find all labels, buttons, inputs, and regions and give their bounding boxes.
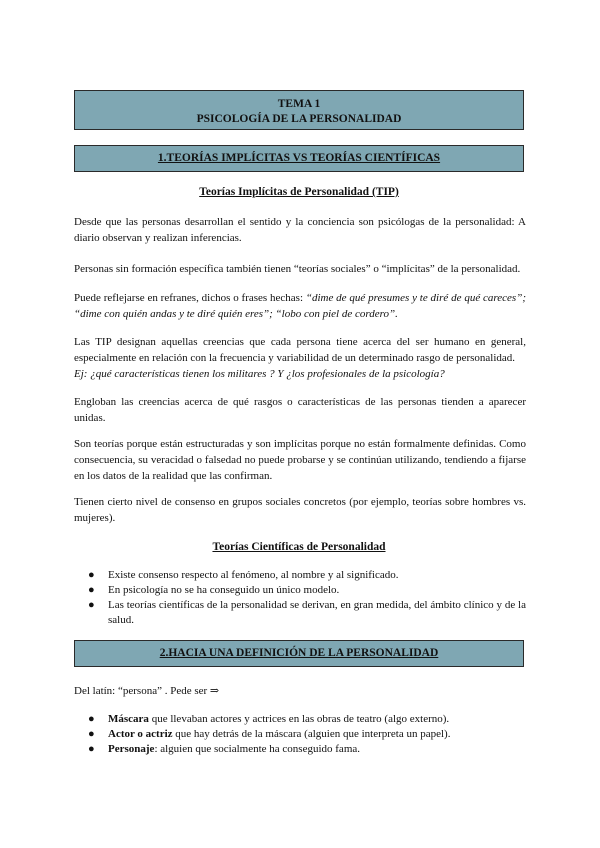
paragraph-2: Personas sin formación específica también tienen “teorías sociales” o “implícitas” de la personalidad. (74, 263, 521, 275)
paragraph-6: Son teorías porque están estructuradas y son implícitas porque no están formalmente definidas. Como consecuencia, su veracidad o falsedad no puede probarse y se continúan utilizando, tendiendo a fijarse en los datos de la realidad que las confirman. (74, 438, 526, 482)
bullet-icon: ● (88, 743, 95, 755)
section-2-intro: Del latín: “persona” . Pede ser ⇒ (74, 685, 220, 697)
bullet-icon: ● (88, 728, 95, 740)
tip-subheading: Teorías Implícitas de Personalidad (TIP) (199, 186, 399, 198)
section-1-title: 1.TEORÍAS IMPLÍCITAS VS TEORÍAS CIENTÍFICAS (157, 152, 441, 164)
paragraph-4-example: Ej: ¿qué características tienen los militares ? Y ¿los profesionales de la psicología? (74, 368, 445, 380)
tcp-subheading: Teorías Científicas de Personalidad (212, 541, 386, 553)
paragraph-5: Engloban las creencias acerca de qué rasgos o características de las personas tienden a aparecer unidas. (74, 396, 526, 424)
paragraph-3-sayings: “dime de qué presumes y te diré de qué careces”; “dime con quién andas y te diré quién eres”; “lobo con piel de cordero”. (74, 292, 526, 320)
list-item-text: que llevaban actores y actrices en las obras de teatro (algo externo). (148, 713, 450, 725)
list-item (74, 568, 526, 583)
topic-header-box (74, 90, 524, 130)
bullet-icon: ● (88, 599, 95, 611)
paragraph-3-text: Puede reflejarse en refranes, dichos o frases hechas: (74, 292, 306, 304)
list-item (74, 742, 526, 757)
paragraph-3 (74, 290, 526, 322)
list-item-text: Las teorías científicas de la personalidad se derivan, en gran medida, del ámbito clínico y de la salud. (108, 599, 526, 626)
list-item-text: que hay detrás de la máscara (alguien que interpreta un papel). (172, 728, 451, 740)
term-personaje: Personaje (108, 743, 155, 755)
topic-number: TEMA 1 (277, 98, 321, 110)
term-mascara: Máscara (108, 713, 149, 725)
list-item (74, 727, 526, 742)
list-item (74, 712, 526, 727)
list-item-text: Existe consenso respecto al fenómeno, al nombre y al significado. (108, 569, 399, 581)
paragraph-4 (74, 334, 526, 382)
section-2-header (74, 640, 524, 667)
list-item (74, 583, 526, 598)
list-item-text: En psicología no se ha conseguido un único modelo. (108, 584, 340, 596)
tcp-bullet-list (74, 568, 526, 628)
list-item (74, 598, 526, 628)
list-item-text: : alguien que socialmente ha conseguido fama. (154, 743, 361, 755)
bullet-icon: ● (88, 584, 95, 596)
section-1-header (74, 145, 524, 172)
section-2-title: 2.HACIA UNA DEFINICIÓN DE LA PERSONALIDAD (159, 647, 439, 659)
bullet-icon: ● (88, 569, 95, 581)
paragraph-4-text: Las TIP designan aquellas creencias que cada persona tiene acerca del ser humano en general, especialmente en relación con la frecuencia y variabilidad de un determinado rasgo de personalidad. (74, 336, 526, 364)
paragraph-1: Desde que las personas desarrollan el sentido y la conciencia son psicólogas de la personalidad: A diario observan y realizan inferencias. (74, 216, 526, 244)
term-actor: Actor o actriz (108, 728, 173, 740)
paragraph-7: Tienen cierto nivel de consenso en grupos sociales concretos (por ejemplo, teorías sobre hombres vs. mujeres). (74, 496, 526, 524)
topic-title: PSICOLOGÍA DE LA PERSONALIDAD (196, 113, 402, 125)
persona-bullet-list (74, 712, 526, 757)
bullet-icon: ● (88, 713, 95, 725)
